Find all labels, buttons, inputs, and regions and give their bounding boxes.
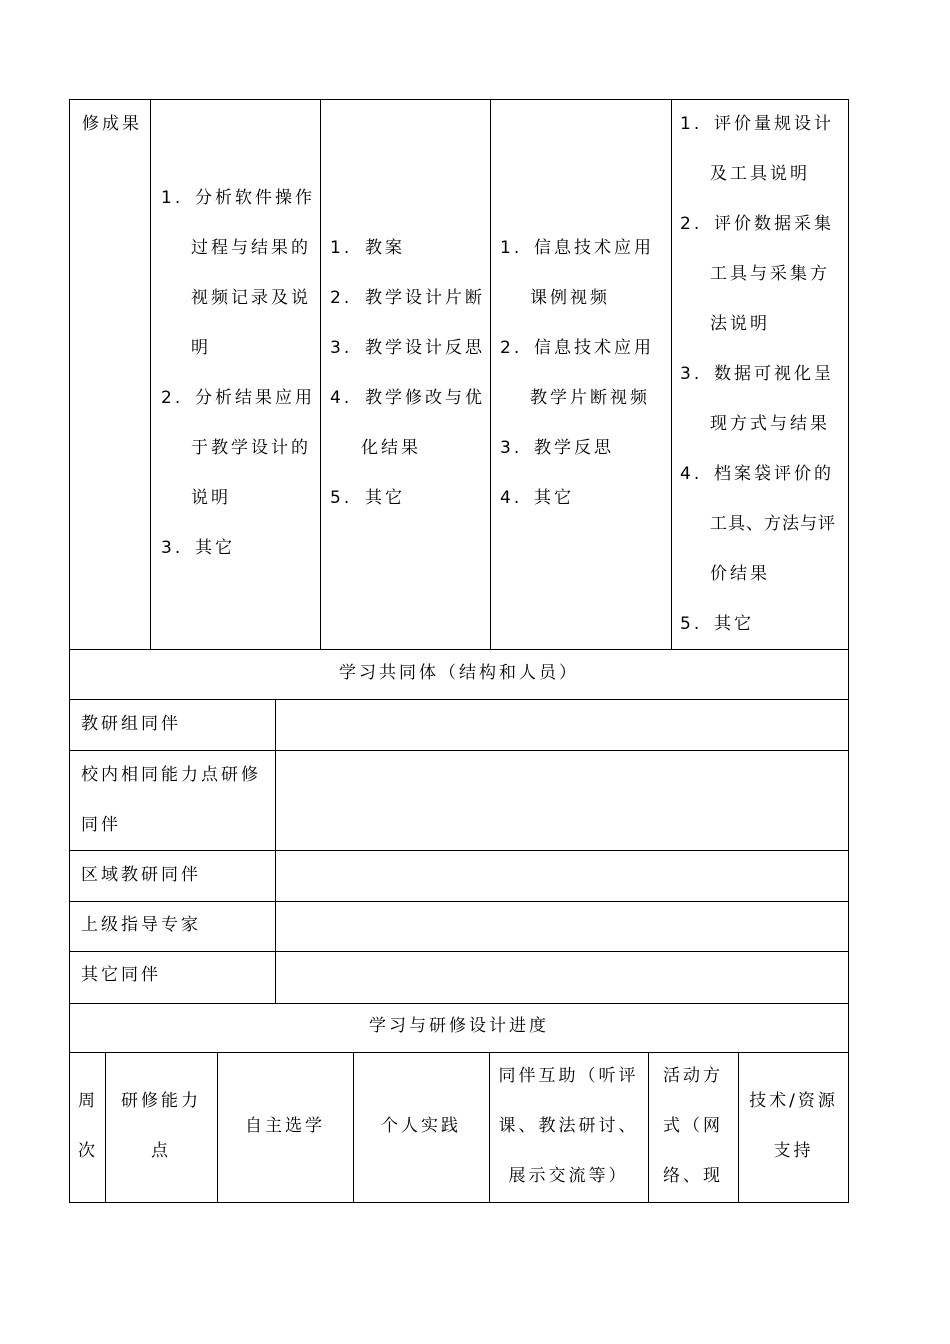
outcome-col4-item4-line1: 档案袋评价的 — [714, 464, 834, 484]
outcome-col2-item4-line1: 教学修改与优 — [365, 388, 485, 408]
outcome-col2-item3-num: 3. — [330, 338, 353, 358]
outcome-col4-item1-num: 1. — [680, 114, 703, 134]
outcome-col2-item5-num: 5. — [330, 488, 353, 508]
col-divider — [738, 1052, 739, 1203]
outcome-col1-item2-line1: 分析结果应用 — [195, 388, 315, 408]
outcome-col1-item1-line1: 分析软件操作 — [195, 188, 315, 208]
outcome-col2-item4-line2: 化结果 — [361, 438, 421, 458]
row-divider — [69, 699, 849, 700]
outcome-col1-item1-num: 1. — [161, 188, 184, 208]
outcome-col3-item4-line1: 其它 — [534, 488, 574, 508]
row-label-outcomes: 修成果 — [82, 114, 142, 134]
row-divider — [69, 1052, 849, 1053]
col-divider — [150, 99, 151, 650]
outcome-col1-item1-line3: 视频记录及说 — [191, 288, 311, 308]
outcome-col4-item2-line3: 法说明 — [710, 314, 770, 334]
community-title: 学习共同体（结构和人员） — [339, 663, 579, 683]
outcome-col3-item2-num: 2. — [500, 338, 523, 358]
outcome-col3-item2-line1: 信息技术应用 — [534, 338, 654, 358]
outcome-col4-item1-line2: 及工具说明 — [710, 164, 810, 184]
row-divider — [69, 951, 849, 952]
community-label-experts: 上级指导专家 — [81, 915, 201, 935]
community-label-school-peers-line2: 同伴 — [81, 815, 121, 835]
header-peer-help-line2: 课、教法研讨、 — [498, 1116, 639, 1136]
outcome-col4-item2-line1: 评价数据采集 — [714, 214, 834, 234]
header-activity-mode-line1: 活动方 — [663, 1066, 723, 1086]
outcome-col2-item3-line1: 教学设计反思 — [365, 338, 485, 358]
outcome-col3-item1-num: 1. — [500, 238, 523, 258]
header-activity-mode-line3: 络、现 — [663, 1166, 723, 1186]
header-peer-help-line3: 展示交流等） — [508, 1166, 629, 1186]
outcome-col4-item4-line3: 价结果 — [710, 564, 770, 584]
outcome-col2-item2-num: 2. — [330, 288, 353, 308]
col-divider — [320, 99, 321, 650]
outcome-col2-item4-num: 4. — [330, 388, 353, 408]
outcome-col1-item1-line2: 过程与结果的 — [191, 238, 311, 258]
row-divider — [69, 850, 849, 851]
outcome-col4-item3-line2: 现方式与结果 — [710, 414, 830, 434]
col-divider — [275, 699, 276, 1004]
outcome-col3-item1-line2: 课例视频 — [530, 288, 610, 308]
outcome-col1-item1-line4: 明 — [191, 338, 211, 358]
header-tech-support-line1: 技术/资源 — [749, 1091, 838, 1111]
row-divider — [69, 901, 849, 902]
outcome-col1-item2-line3: 说明 — [191, 488, 231, 508]
header-peer-help-line1: 同伴互助（听评 — [498, 1066, 639, 1086]
header-activity-mode-line2: 式（网 — [663, 1116, 723, 1136]
outcome-col3-item3-num: 3. — [500, 438, 523, 458]
header-week-line2: 次 — [78, 1141, 98, 1161]
outcome-col2-item5-line1: 其它 — [365, 488, 405, 508]
outcome-col3-item3-line1: 教学反思 — [534, 438, 614, 458]
community-label-school-peers: 校内相同能力点研修 — [81, 765, 261, 785]
header-self-study: 自主选学 — [245, 1116, 325, 1136]
col-divider — [671, 99, 672, 650]
outcome-col2-item2-line1: 教学设计片断 — [365, 288, 485, 308]
outcome-col2-item1-line1: 教案 — [365, 238, 405, 258]
outcome-col4-item2-line2: 工具与采集方 — [710, 264, 830, 284]
community-label-regional-peers: 区域教研同伴 — [81, 865, 201, 885]
outcome-col3-item2-line2: 教学片断视频 — [530, 388, 650, 408]
outcome-col1-item2-line2: 于教学设计的 — [191, 438, 311, 458]
community-label-other-peers: 其它同伴 — [81, 965, 161, 985]
outcome-col3-item4-num: 4. — [500, 488, 523, 508]
community-label-teaching-group: 教研组同伴 — [81, 714, 181, 734]
outcome-col3-item1-line1: 信息技术应用 — [534, 238, 654, 258]
col-divider — [105, 1052, 106, 1203]
outcome-col4-item4-line2: 工具、方法与评 — [710, 514, 836, 534]
header-week-line1: 周 — [78, 1091, 98, 1111]
outcome-col4-item3-line1: 数据可视化呈 — [714, 364, 834, 384]
outcome-col4-item2-num: 2. — [680, 214, 703, 234]
col-divider — [490, 99, 491, 650]
row-divider — [69, 750, 849, 751]
outcome-col2-item1-num: 1. — [330, 238, 353, 258]
outcome-col4-item4-num: 4. — [680, 464, 703, 484]
outcome-col1-item3-line1: 其它 — [195, 538, 235, 558]
outcome-col4-item3-num: 3. — [680, 364, 703, 384]
outcome-col1-item2-num: 2. — [161, 388, 184, 408]
schedule-title: 学习与研修设计进度 — [369, 1016, 549, 1036]
outcome-col4-item5-num: 5. — [680, 614, 703, 634]
outcome-col4-item5-line1: 其它 — [714, 614, 754, 634]
header-tech-support-line2: 支持 — [773, 1141, 814, 1161]
header-ability-point-line1: 研修能力 — [121, 1091, 201, 1111]
outcome-col4-item1-line1: 评价量规设计 — [714, 114, 834, 134]
header-ability-point-line2: 点 — [151, 1141, 171, 1161]
outcome-col1-item3-num: 3. — [161, 538, 184, 558]
header-personal-practice: 个人实践 — [381, 1116, 461, 1136]
